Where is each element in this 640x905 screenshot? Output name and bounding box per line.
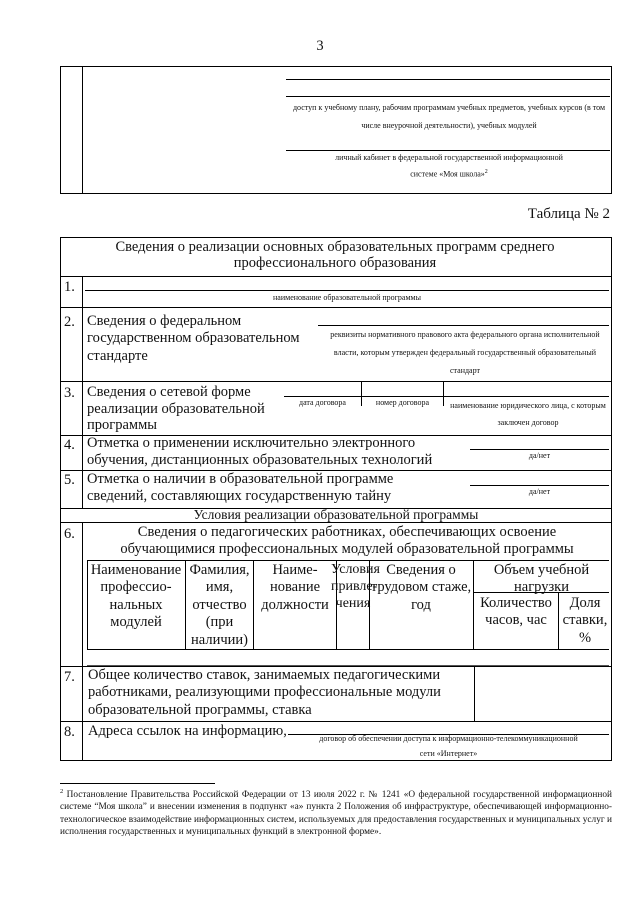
row-5-caption: да/нет	[528, 487, 551, 496]
row-5-number: 5.	[64, 472, 75, 488]
row-7-label: Общее количество ставок, занимаемых педагогическими работниками, реализующими профессиональные модули образовательной программы, ставка	[88, 667, 441, 718]
row-2-label: Сведения о федеральном государственном образовательном стандарте	[87, 313, 300, 364]
row-3-number: 3.	[64, 385, 75, 401]
page-number: 3	[316, 38, 324, 54]
header-rate: Доля ставки, %	[562, 595, 608, 646]
row-3-caption-entity: наименование юридического лица, с которым заключен договор	[450, 401, 606, 427]
header-position: Наиме-нование должности	[261, 562, 329, 613]
row-4-caption: да/нет	[528, 451, 551, 460]
row-1-number: 1.	[64, 279, 75, 295]
table-2-title: Сведения о реализации основных образовательных программ среднего профессионального образования	[115, 239, 555, 272]
row-2-caption: реквизиты нормативного правового акта федерального органа исполнительной власти, которым утвержден федеральный государственный образовательный стандарт	[330, 330, 600, 375]
header-modules: Наименование профессио-нальных модулей	[90, 562, 182, 631]
footnote-text: Постановление Правительства Российской Федерации от 13 июля 2022 г. № 1241 «О федеральной государственной информационной системе “Моя школа” и внесении изменения в подпункт «а» пункта 2 Положения об инфраструктуре, обеспечивающей информационно-технологическое взаимодействие информационных систем, используемых для предоставления государственных и муниципальных услуг и исполнения государственных и муниципальных функций в электронной форме».	[60, 790, 613, 837]
row-1-caption: наименование образовательной программы	[273, 293, 421, 302]
row-2-number: 2.	[64, 314, 75, 330]
header-hours: Количество часов, час	[480, 595, 552, 629]
row-8-label: Адреса ссылок на информацию,	[88, 723, 287, 739]
row-8-caption-line1: договор об обеспечении доступа к информационно-телекоммуникационной	[319, 734, 578, 743]
footnote	[60, 788, 612, 838]
conditions-title: Условия реализации образовательной программы	[193, 507, 479, 522]
footnote-separator	[60, 783, 215, 784]
row-5-label: Отметка о наличии в образовательной программе сведений, составляющих государственную тайну	[87, 471, 394, 504]
row-4-number: 4.	[64, 437, 75, 453]
header-conditions: Условия привле-чения	[331, 562, 380, 611]
row-8-number: 8.	[64, 724, 75, 740]
account-caption-line2	[288, 169, 610, 180]
row-3-caption-number: номер договора	[375, 398, 430, 407]
row-7-number: 7.	[64, 669, 75, 685]
header-load: Объем учебной нагрузки	[493, 562, 590, 596]
row-6-title: Сведения о педагогических работниках, обеспечивающих освоение обучающимися профессиональных модулей образовательной программы	[120, 524, 574, 557]
account-caption-line1: личный кабинет в федеральной государственной информационной	[335, 153, 563, 162]
row-6-number: 6.	[64, 526, 75, 542]
footnote-mark: 2	[60, 788, 64, 795]
account-caption-line2-text: системе «Моя школа»	[410, 169, 485, 179]
table-label: Таблица № 2	[527, 206, 610, 222]
row-3-caption-date: дата договора	[299, 398, 346, 407]
footnote-ref: 2	[484, 169, 488, 175]
access-caption: доступ к учебному плану, рабочим программам учебных предметов, учебных курсов (в том числе внеурочной деятельности), учебных модулей	[292, 103, 606, 130]
header-experience: Сведения о трудовом стаже, год	[370, 562, 472, 613]
row-3-label: Сведения о сетевой форме реализации образовательной программы	[87, 384, 265, 434]
row-4-label: Отметка о применении исключительно электронного обучения, дистанционных образовательных технологий	[87, 435, 433, 468]
header-fio: Фамилия, имя, отчество (при наличии)	[189, 562, 250, 648]
row-8-caption-line2: сети «Интернет»	[419, 749, 478, 758]
